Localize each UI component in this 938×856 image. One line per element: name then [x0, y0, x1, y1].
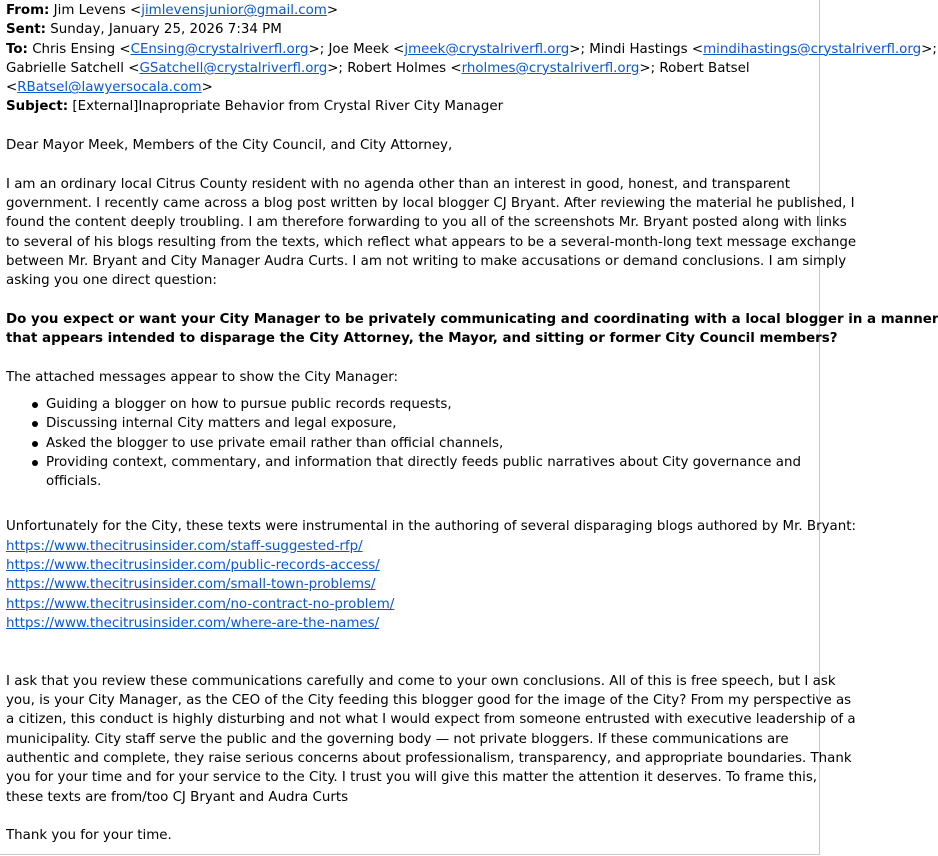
subject-label: Subject:	[6, 99, 69, 115]
subject-value: [External]Inapropriate Behavior from Crystal River City Manager	[72, 99, 504, 115]
paragraph-line: authentic and complete, they raise serious concerns about professionalism, transparency, and appropriate boundaries. Thank	[6, 750, 852, 766]
question-line: that appears intended to disparage the City Attorney, the Mayor, and sitting or former City Council members?	[6, 331, 838, 347]
to-text: >; Mindi Hastings <	[569, 41, 704, 57]
to-text: Chris Ensing <	[32, 41, 131, 57]
blog-link[interactable]: https://www.thecitrusinsider.com/where-are-the-names/	[6, 615, 380, 631]
question-line: Do you expect or want your City Manager to be privately communicating and coordinating with a local blogger in a manner	[6, 311, 938, 327]
to-email-link[interactable]: CEnsing@crystalriverfl.org	[130, 41, 309, 57]
to-email-link[interactable]: mindihastings@crystalriverfl.org	[703, 41, 922, 57]
from-line	[6, 1, 824, 20]
to-text: >; Robert Holmes <	[327, 60, 462, 76]
to-email-link[interactable]: RBatsel@lawyersocala.com	[17, 80, 202, 96]
subject-line	[6, 97, 824, 116]
from-email-link[interactable]: jimlevensjunior@gmail.com	[141, 3, 327, 18]
to-line-cont	[6, 59, 824, 78]
to-email-link[interactable]: GSatchell@crystalriverfl.org	[139, 60, 328, 76]
from-name: Jim Levens <	[53, 3, 142, 18]
sent-value: Sunday, January 25, 2026 7:34 PM	[50, 22, 282, 38]
to-email-link[interactable]: jmeek@crystalriverfl.org	[404, 41, 570, 57]
attached-intro: The attached messages appear to show the City Manager:	[6, 369, 399, 385]
paragraph-line: asking you one direct question:	[6, 273, 217, 289]
to-text: >; Joe Meek <	[308, 41, 405, 57]
to-text: >	[201, 80, 213, 96]
paragraph-line: between Mr. Bryant and City Manager Audra Curts. I am not writing to make accusations or demand conclusions. I am simply	[6, 253, 847, 269]
paragraph-line: I am an ordinary local Citrus County resident with no agenda other than an interest in good, honest, and transparent	[6, 176, 791, 192]
paragraph-line: government. I recently came across a blog post written by local blogger CJ Bryant. After reviewing the material he published, I	[6, 195, 855, 211]
from-end: >	[326, 3, 339, 18]
blog-link[interactable]: https://www.thecitrusinsider.com/staff-suggested-rfp/	[6, 538, 363, 554]
to-text: Gabrielle Satchell <	[6, 60, 140, 76]
paragraph-intro	[6, 175, 857, 291]
to-email-link[interactable]: rholmes@crystalriverfl.org	[461, 60, 640, 76]
paragraph-line: I ask that you review these communications carefully and come to your own conclusions. All of this is free speech, but I ask	[6, 673, 836, 689]
bullet-list	[6, 395, 824, 491]
blog-link[interactable]: https://www.thecitrusinsider.com/no-contract-no-problem/	[6, 596, 395, 612]
sent-line	[6, 20, 824, 39]
bullet-item: Asked the blogger to use private email rather than official channels,	[6, 434, 816, 453]
paragraph-line: you for your time and for your service to the City. I trust you will give this matter the attention it deserves. To frame this,	[6, 770, 818, 786]
to-text: >;	[921, 41, 937, 57]
to-text: >; Robert Batsel	[639, 60, 750, 76]
paragraph-line: to several of his blogs resulting from the texts, which reflect what appears to be a several-month-long text message exchange	[6, 234, 857, 250]
paragraph-line: municipality. City staff serve the public and the governing body — not private bloggers. If these communications are	[6, 731, 789, 747]
to-label: To:	[6, 41, 28, 57]
paragraph-request	[6, 672, 856, 807]
bullet-item: Providing context, commentary, and information that directly feeds public narratives about City governance and officials.	[6, 453, 816, 492]
to-line-cont	[6, 78, 824, 97]
direct-question	[6, 310, 938, 349]
blog-links	[6, 537, 824, 633]
bullet-item: Discussing internal City matters and legal exposure,	[6, 414, 816, 433]
to-text: <	[6, 80, 18, 96]
paragraph-line: found the content deeply troubling. I am therefore forwarding to you all of the screenshots Mr. Bryant posted along with links	[6, 215, 847, 231]
email-message	[6, 1, 938, 845]
paragraph-line: you, is your City Manager, as the CEO of the City feeding this blogger good for the image of the City? From my perspective as	[6, 693, 852, 709]
paragraph-line: these texts are from/too CJ Bryant and Audra Curts	[6, 789, 349, 805]
blog-link[interactable]: https://www.thecitrusinsider.com/small-town-problems/	[6, 577, 376, 593]
from-label: From:	[6, 3, 50, 18]
sent-label: Sent:	[6, 22, 47, 38]
to-line	[6, 40, 937, 59]
bullet-item: Guiding a blogger on how to pursue public records requests,	[6, 395, 816, 414]
paragraph-line: a citizen, this conduct is highly disturbing and not what I would expect from someone entrusted with executive leadership of a	[6, 712, 856, 728]
greeting: Dear Mayor Meek, Members of the City Council, and City Attorney,	[6, 138, 453, 154]
blog-link[interactable]: https://www.thecitrusinsider.com/public-records-access/	[6, 558, 380, 574]
closing: Thank you for your time.	[6, 828, 172, 844]
links-intro: Unfortunately for the City, these texts were instrumental in the authoring of several disparaging blogs authored by Mr. Bryant:	[6, 519, 856, 535]
